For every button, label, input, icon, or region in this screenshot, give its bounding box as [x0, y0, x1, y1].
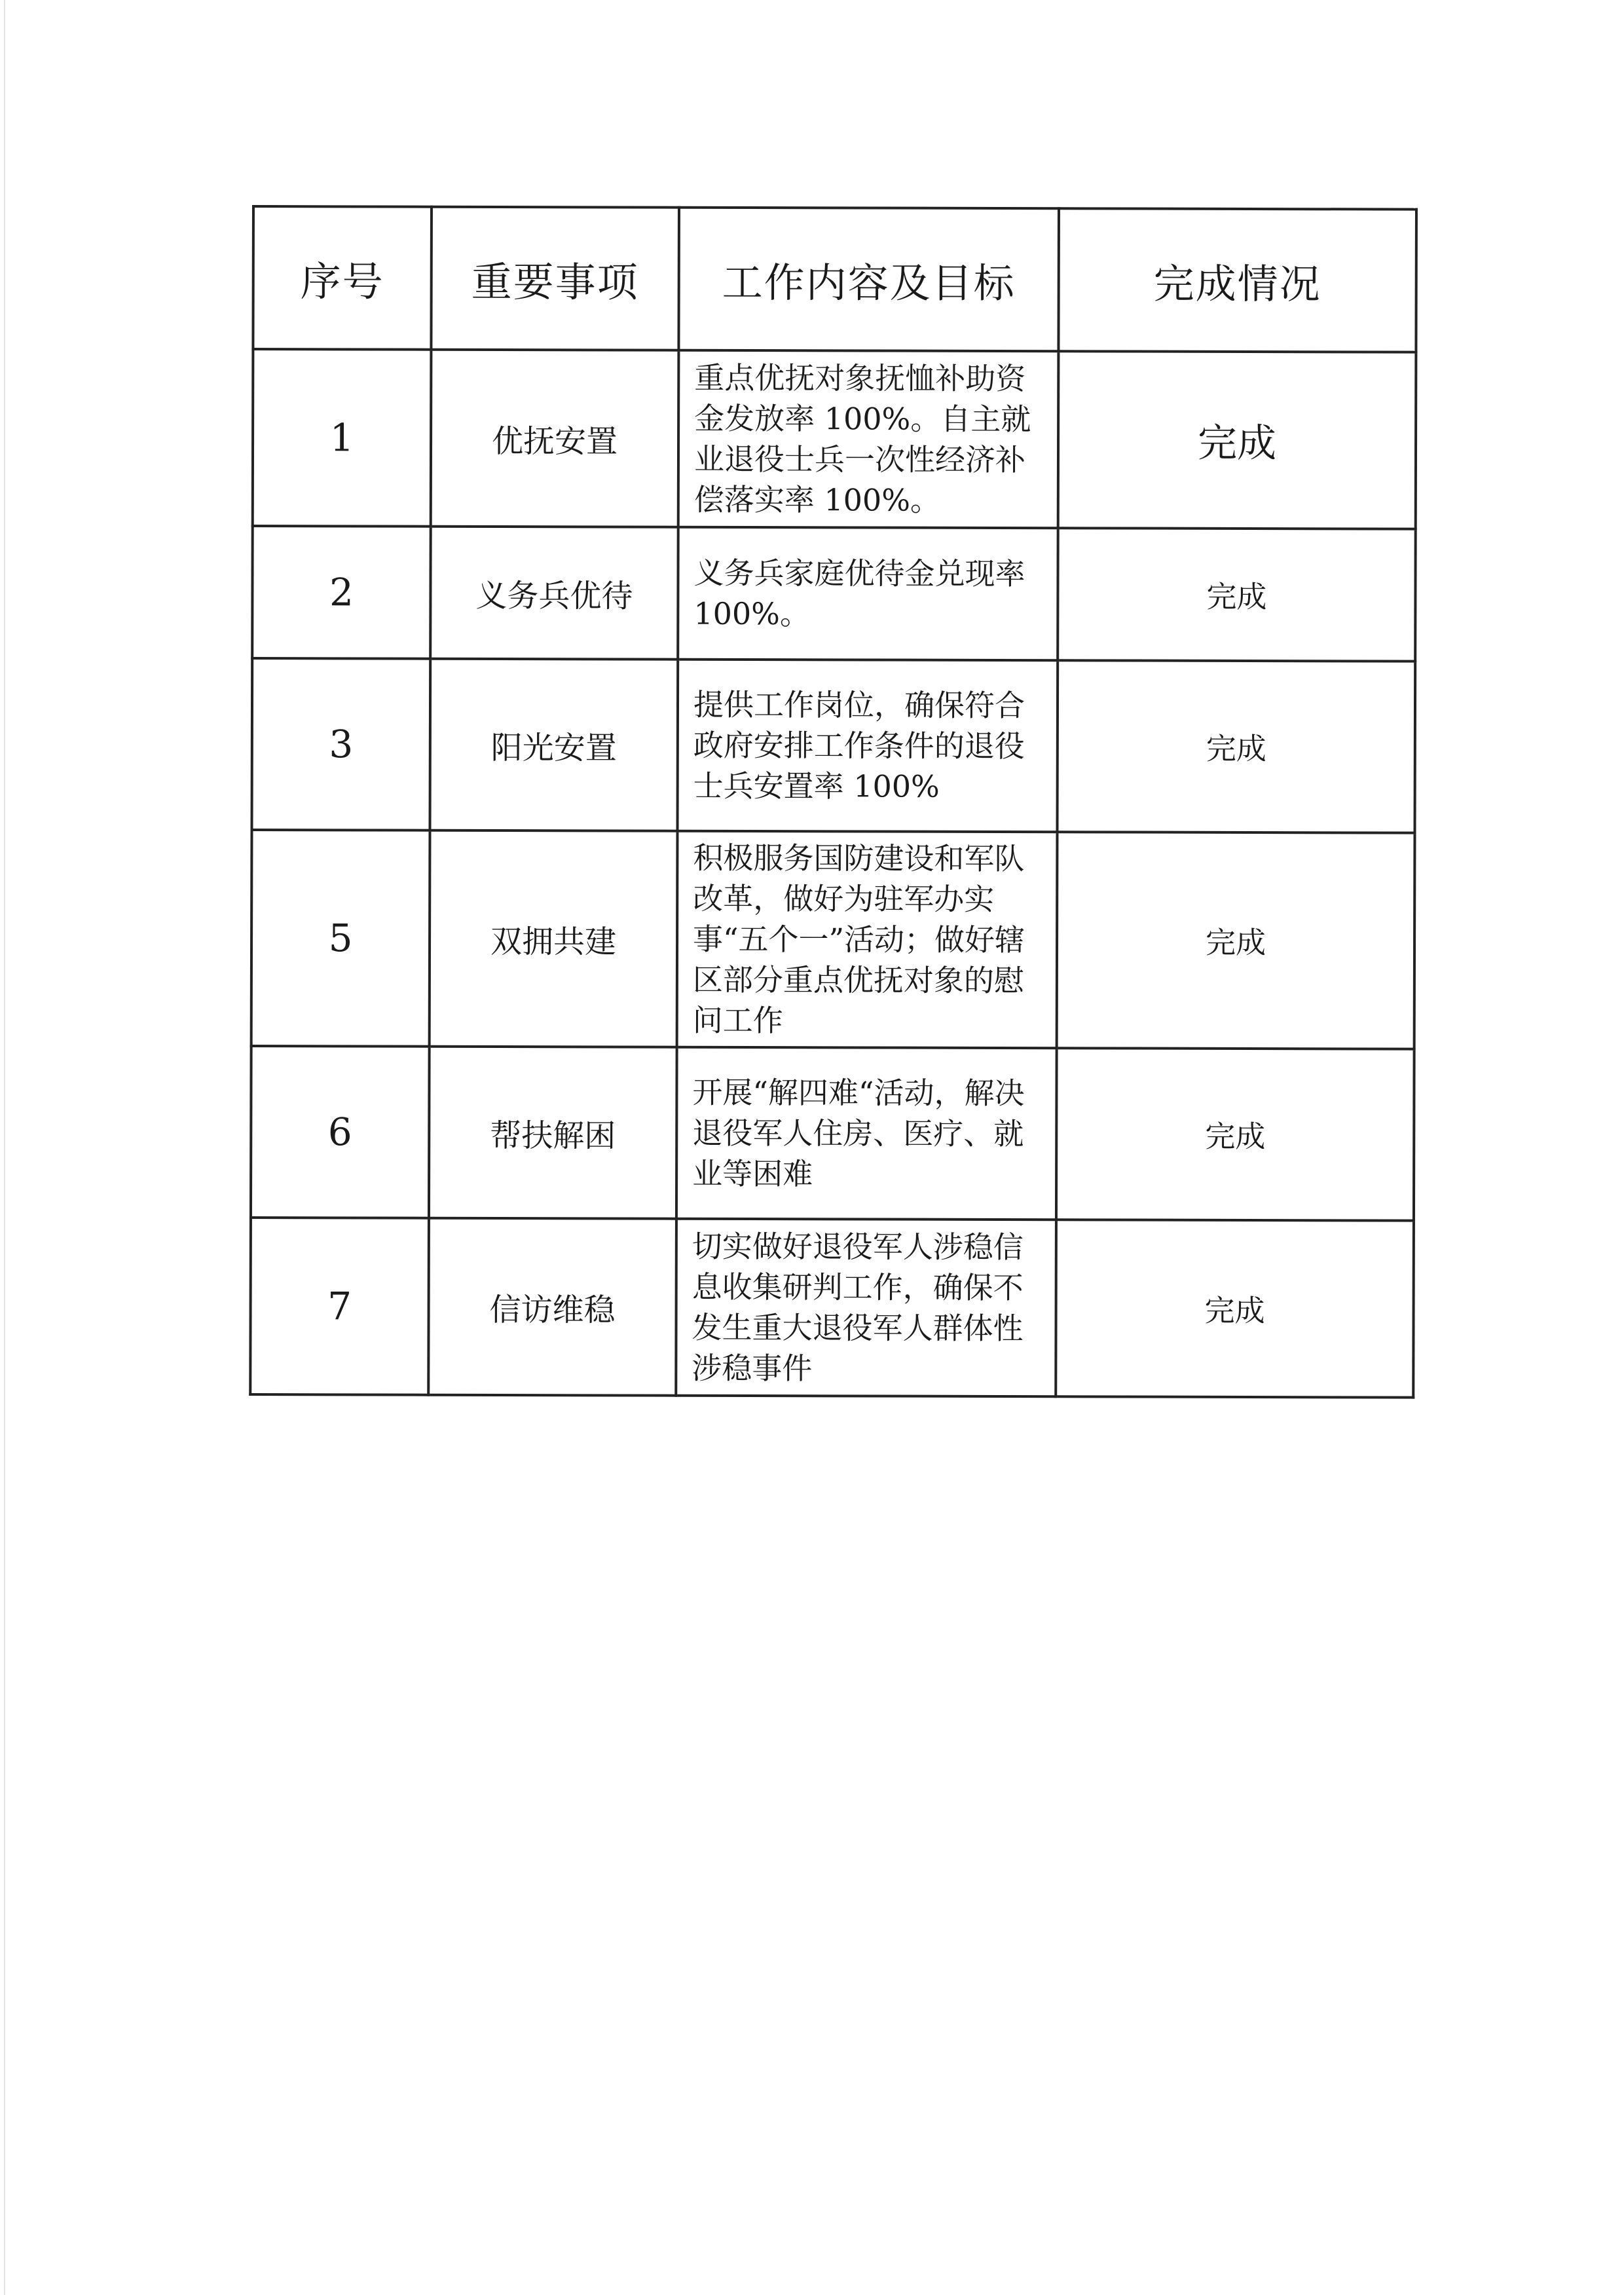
row-status: 完成 [1056, 1220, 1414, 1397]
row-status: 完成 [1058, 528, 1416, 661]
header-item: 重要事项 [431, 207, 679, 350]
row-status: 完成 [1056, 1048, 1414, 1220]
row-item: 优抚安置 [431, 350, 679, 527]
table-row [252, 658, 1416, 833]
work-items-table [249, 205, 1418, 1399]
row-item: 信访维稳 [428, 1218, 676, 1396]
row-seq: 6 [251, 1046, 430, 1218]
row-item: 义务兵优待 [430, 527, 678, 660]
table-header-row [253, 206, 1416, 352]
header-content: 工作内容及目标 [678, 208, 1059, 352]
row-item: 帮扶解困 [429, 1047, 677, 1219]
row-seq: 5 [251, 830, 430, 1047]
row-item: 阳光安置 [430, 659, 678, 831]
table-row [253, 349, 1416, 529]
row-status: 完成 [1057, 832, 1415, 1049]
table-row [252, 526, 1416, 662]
header-seq: 序号 [253, 206, 432, 350]
row-content: 切实做好退役军人涉稳信息收集研判工作，确保不发生重大退役军人群体性涉稳事件 [676, 1219, 1056, 1397]
row-seq: 3 [252, 658, 431, 830]
scan-page-edge [4, 0, 5, 2295]
table-row [251, 1046, 1414, 1221]
row-content: 积极服务国防建设和军队改革，做好为驻军办实事“五个一”活动；做好辖区部分重点优抚对象的慰问工作 [677, 831, 1058, 1049]
row-content: 重点优抚对象抚恤补助资金发放率 100%。自主就业退役士兵一次性经济补偿落实率 100%。 [678, 350, 1059, 529]
header-status: 完成情况 [1058, 208, 1416, 352]
row-item: 双拥共建 [430, 830, 678, 1047]
row-content: 开展“解四难“活动，解决退役军人住房、医疗、就业等困难 [676, 1047, 1057, 1220]
row-status: 完成 [1058, 351, 1416, 529]
row-seq: 7 [250, 1218, 429, 1395]
table-row [251, 830, 1415, 1049]
row-content: 义务兵家庭优待金兑现率 100%。 [678, 527, 1058, 661]
row-seq: 2 [252, 526, 431, 659]
table-row [250, 1218, 1414, 1398]
row-seq: 1 [253, 349, 432, 527]
row-status: 完成 [1057, 660, 1415, 832]
row-content: 提供工作岗位，确保符合政府安排工作条件的退役士兵安置率 100% [678, 660, 1058, 832]
